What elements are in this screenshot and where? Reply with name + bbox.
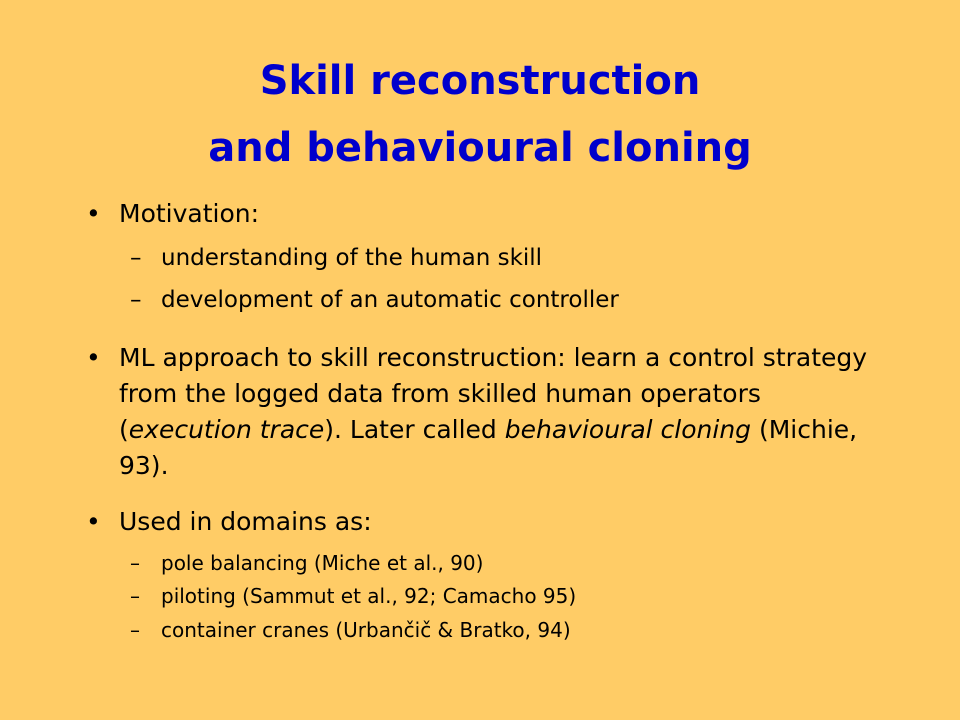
subitem-text: pole balancing (Miche et al., 90) xyxy=(161,551,484,575)
italic-term-behavioural-cloning: behavioural cloning xyxy=(504,415,752,444)
bullet-marker: • xyxy=(86,199,101,228)
italic-term-execution-trace: execution trace xyxy=(128,415,325,444)
bullet-ml-approach-text xyxy=(119,340,886,484)
slide-title-line-2: and behavioural cloning xyxy=(208,125,752,171)
bullet-domains-text: Used in domains as: xyxy=(119,507,372,536)
slide-title xyxy=(0,48,960,182)
dash-marker: – xyxy=(130,618,140,642)
subitem-controller xyxy=(130,282,619,318)
subitem-text: piloting (Sammut et al., 92; Camacho 95) xyxy=(161,584,577,608)
dash-marker: – xyxy=(130,584,140,608)
bullet-domains xyxy=(86,504,886,540)
bullet-marker: • xyxy=(86,343,101,372)
text-segment: ML approach to skill reconstruction: learn a control strategy from the logged data from skilled human operators ( xyxy=(119,343,868,444)
dash-marker: – xyxy=(130,287,142,313)
subitem-container-cranes xyxy=(130,614,571,646)
slide-title-line-1: Skill reconstruction xyxy=(259,58,701,104)
subitem-text: development of an automatic controller xyxy=(161,287,619,313)
dash-marker: – xyxy=(130,551,140,575)
text-segment: ). Later called xyxy=(324,415,505,444)
subitem-text: understanding of the human skill xyxy=(161,245,543,271)
bullet-motivation-text: Motivation: xyxy=(119,199,260,228)
bullet-motivation xyxy=(86,196,886,232)
subitem-piloting xyxy=(130,580,576,612)
subitem-text: container cranes (Urbančič & Bratko, 94) xyxy=(161,618,571,642)
bullet-marker: • xyxy=(86,507,101,536)
text-segment: (Michie, 93). xyxy=(119,415,858,480)
subitem-pole-balancing xyxy=(130,547,483,579)
dash-marker: – xyxy=(130,245,142,271)
bullet-ml-approach xyxy=(86,340,886,484)
subitem-understanding xyxy=(130,240,542,276)
